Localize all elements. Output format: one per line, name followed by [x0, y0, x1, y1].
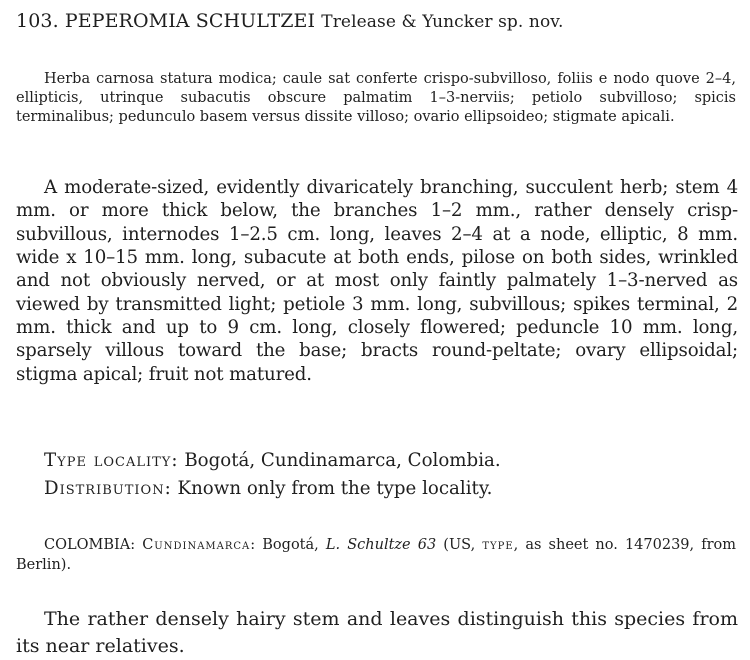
specimen-type-word: type [482, 536, 514, 553]
english-description: A moderate-sized, evidently divaricately branching, succulent herb; stem 4 mm. or more thick below, the branches 1–2 mm., rather densely crisp-subvillous, internodes 1–2.5 cm. long, leaves 2–4 at a node, elliptic, 8 mm. wide x 10–15 mm. long, subacute at both ends, pilose on both sides, wrinkled and not obviously nerved, or at most only faintly palmately 1–3-nerved as viewed by transmitted light; petiole 3 mm. long, subvillous; spikes terminal, 2 mm. thick and up to 9 cm. long, closely flowered; peduncle 10 mm. long, sparsely villous toward the base; bracts round-peltate; ovary ellipsoidal; stigma apical; fruit not matured. [16, 177, 738, 385]
type-locality-label: Type locality: [44, 450, 179, 471]
closing-note: The rather densely hairy stem and leaves distinguish this species from its near relatives. [16, 608, 738, 657]
specimen-country: COLOMBIA [44, 536, 131, 553]
species-heading [16, 10, 563, 32]
species-authors: Trelease & Yuncker sp. nov. [321, 12, 564, 32]
specimen-rest: , as sheet no. 1470239, from Berlin). [16, 536, 737, 573]
specimen-separator: : [130, 536, 143, 553]
type-locality-line [44, 450, 501, 471]
type-locality-value: Bogotá, Cundinamarca, Colombia. [184, 450, 501, 471]
specimen-herbarium: (US, [436, 536, 483, 553]
specimen-separator: : [250, 536, 263, 553]
distribution-label: Distribution: [44, 478, 172, 499]
species-number-name: 103. PEPEROMIA SCHULTZEI [16, 10, 316, 32]
specimen-collector: L. Schultze 63 [325, 536, 437, 553]
distribution-line [44, 478, 492, 499]
latin-diagnosis: Herba carnosa statura modica; caule sat conferte crispo-subvilloso, foliis e nodo quove 2–4, ellipticis, utrinque subacutis obscure palmatim 1–3-nerviis; petiolo subvilloso; spicis terminalibus; pedunculo basem versus dissite villoso; ovario ellipsoideo; stigmate apicali. [16, 70, 736, 125]
specimen-citation [16, 535, 736, 575]
specimen-department: Cundinamarca [142, 536, 251, 553]
specimen-locality: Bogotá, [262, 536, 319, 553]
distribution-value: Known only from the type locality. [177, 478, 493, 499]
